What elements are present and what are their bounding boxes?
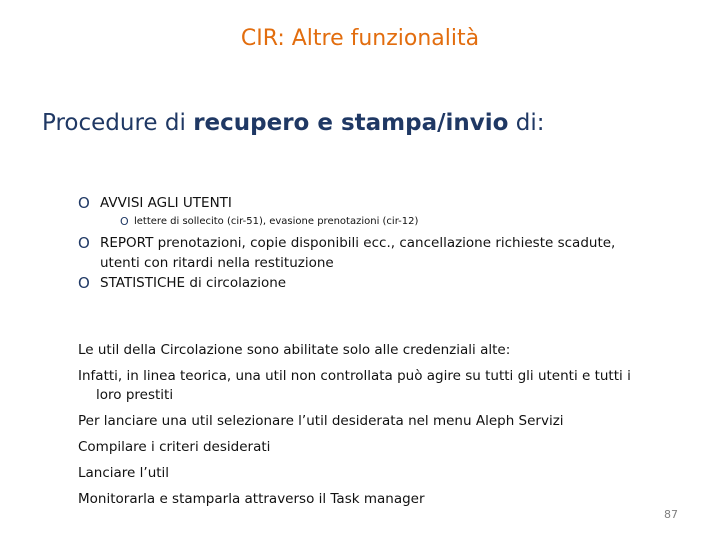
body-line-compilare: Compilare i criteri desiderati: [78, 439, 271, 455]
body-line-util-non-controllata: Infatti, in linea teorica, una util non controllata può agire su tutti gli utenti e tutti i loro prestiti: [78, 368, 631, 403]
bullet-text: AVVISI AGLI UTENTI: [100, 195, 232, 211]
bullet-marker-icon: O: [78, 234, 90, 252]
body-line-lanciare: Lanciare l’util: [78, 465, 170, 481]
slide-title: CIR: Altre funzionalità: [240, 26, 480, 51]
sub-bullet-marker-icon: O: [120, 215, 129, 228]
bullet-item-report: [78, 233, 638, 273]
sub-bullet-text: lettere di sollecito (cir-51), evasione prenotazioni (cir-12): [134, 216, 419, 227]
slide-subtitle: [42, 110, 545, 136]
subtitle-suffix: di:: [508, 110, 545, 136]
body-text: [78, 341, 648, 516]
subtitle-prefix: Procedure di: [42, 110, 194, 136]
bullet-item-avvisi: [78, 193, 638, 213]
bullet-text: STATISTICHE di circolazione: [100, 275, 287, 291]
bullet-item-statistiche: [78, 273, 638, 293]
subtitle-bold: recupero e stampa/invio: [193, 110, 509, 136]
bullet-list: [78, 193, 638, 293]
page-number: 87: [664, 508, 678, 521]
body-line-credenziali: Le util della Circolazione sono abilitate solo alle credenziali alte:: [78, 342, 511, 358]
bullet-marker-icon: O: [78, 194, 90, 212]
body-line-lanciare-menu: Per lanciare una util selezionare l’util desiderata nel menu Aleph Servizi: [78, 413, 564, 429]
bullet-marker-icon: O: [78, 274, 90, 292]
bullet-text: REPORT prenotazioni, copie disponibili ecc., cancellazione richieste scadute, utenti con ritardi nella restituzione: [100, 235, 616, 271]
body-line-task-manager: Monitorarla e stamparla attraverso il Task manager: [78, 491, 425, 507]
sub-bullet-item-lettere: [120, 213, 638, 231]
